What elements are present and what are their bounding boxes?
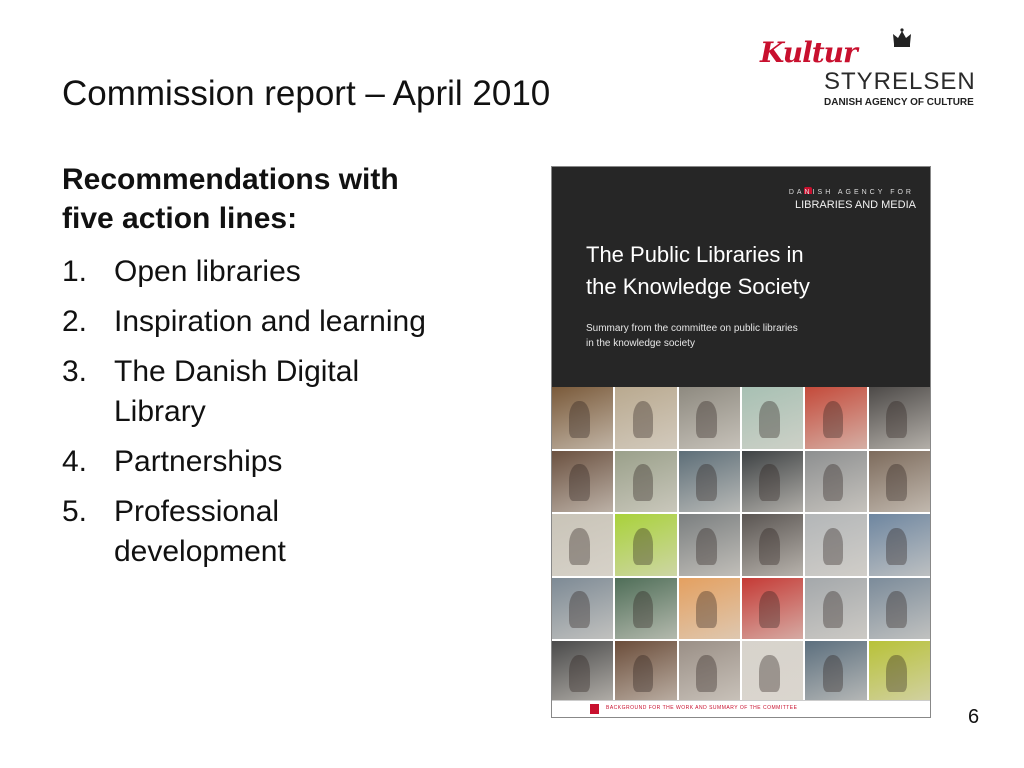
list-item <box>62 302 492 342</box>
cover-header <box>552 167 930 387</box>
collage-photo <box>679 641 740 703</box>
report-cover-image <box>551 166 931 718</box>
collage-photo <box>679 514 740 576</box>
action-lines-list <box>62 252 492 582</box>
heading-line: Recommendations with <box>62 163 399 196</box>
collage-photo <box>869 451 930 513</box>
collage-photo <box>869 641 930 703</box>
list-item-number: 3. <box>62 355 88 388</box>
cover-title-line: the Knowledge Society <box>586 274 810 299</box>
cover-footer-text: BACKGROUND FOR THE WORK AND SUMMARY OF THE COMMITTEE <box>606 705 798 711</box>
list-item-text: The Danish Digital <box>114 355 360 388</box>
page-number: 6 <box>968 706 980 728</box>
logo-kultur-script: Kultur <box>760 36 857 69</box>
section-heading <box>62 160 482 238</box>
list-item-text-continued: development <box>114 535 286 568</box>
collage-photo <box>552 387 613 449</box>
collage-photo <box>805 641 866 703</box>
cover-summary-line: Summary from the committee on public libraries <box>586 323 798 334</box>
list-item-text: Open libraries <box>114 255 301 288</box>
list-item-text: Professional <box>114 495 280 528</box>
cover-summary-line: in the knowledge society <box>586 338 695 349</box>
logo-subtitle: DANISH AGENCY OF CULTURE <box>824 97 974 108</box>
collage-photo <box>742 578 803 640</box>
collage-photo <box>615 451 676 513</box>
cover-agency-small: DANISH AGENCY FOR <box>788 189 914 196</box>
collage-photo <box>742 451 803 513</box>
list-item <box>62 352 492 432</box>
collage-photo <box>679 451 740 513</box>
cover-summary <box>586 321 906 351</box>
slide-title: Commission report – April 2010 <box>62 74 551 113</box>
cover-footer-mark <box>590 704 599 714</box>
collage-photo <box>805 387 866 449</box>
collage-photo <box>552 641 613 703</box>
collage-photo <box>869 387 930 449</box>
list-item-number: 4. <box>62 445 88 478</box>
collage-photo <box>805 578 866 640</box>
collage-photo <box>552 578 613 640</box>
collage-photo <box>742 514 803 576</box>
cover-footer <box>552 700 930 717</box>
heading-line: five action lines: <box>62 202 298 235</box>
collage-photo <box>805 514 866 576</box>
collage-photo <box>869 514 930 576</box>
list-item-text: Inspiration and learning <box>114 305 426 338</box>
collage-photo <box>679 578 740 640</box>
kulturstyrelsen-logo <box>760 28 990 118</box>
list-item-number: 1. <box>62 255 88 288</box>
list-item-number: 5. <box>62 495 88 528</box>
logo-styrelsen: STYRELSEN <box>824 68 976 95</box>
list-item <box>62 492 492 572</box>
collage-photo <box>805 451 866 513</box>
list-item <box>62 252 492 292</box>
cover-agency-name: LIBRARIES AND MEDIA <box>794 199 916 211</box>
collage-photo <box>742 387 803 449</box>
list-item-text-continued: Library <box>114 395 206 428</box>
collage-photo <box>615 514 676 576</box>
collage-photo <box>679 387 740 449</box>
collage-photo <box>615 641 676 703</box>
photo-collage <box>552 387 930 703</box>
crown-icon <box>891 28 913 48</box>
collage-photo <box>742 641 803 703</box>
list-item-number: 2. <box>62 305 88 338</box>
list-item <box>62 442 492 482</box>
collage-photo <box>615 578 676 640</box>
list-item-text: Partnerships <box>114 445 283 478</box>
collage-photo <box>552 514 613 576</box>
cover-title-line: The Public Libraries in <box>586 242 804 267</box>
collage-photo <box>615 387 676 449</box>
collage-photo <box>869 578 930 640</box>
cover-title <box>586 239 916 303</box>
collage-photo <box>552 451 613 513</box>
